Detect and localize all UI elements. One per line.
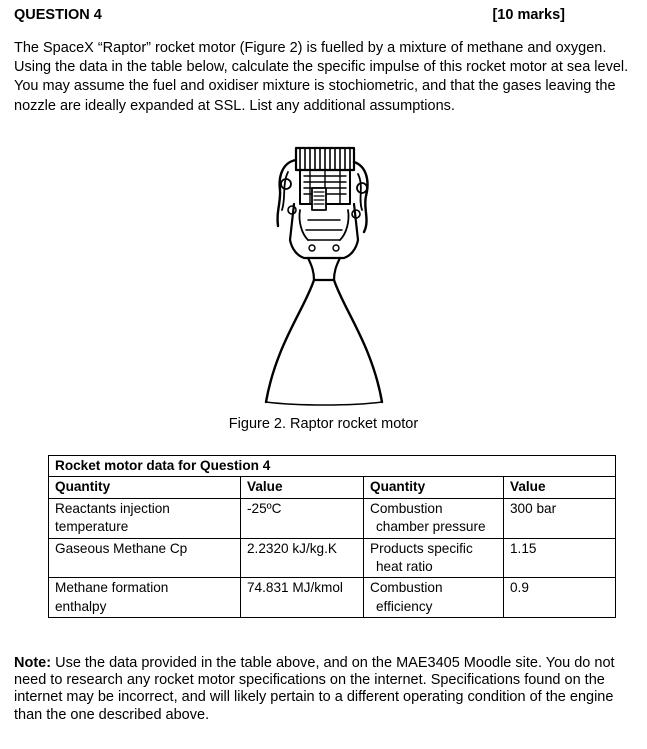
rocket-data-table	[48, 455, 616, 618]
table-row	[49, 498, 616, 538]
cell-line: temperature	[55, 519, 129, 535]
note-text: Use the data provided in the table above, and on the MAE3405 Moodle site. You do not need to research any rocket motor specifications on the internet. Specifications found on the internet may be incorrect, and will likely pertain to a different operating condition of the engine than the one described above.	[14, 655, 615, 723]
column-header: Quantity	[49, 477, 241, 498]
column-header: Value	[504, 477, 616, 498]
table-cell	[364, 578, 504, 618]
table-title: Rocket motor data for Question 4	[49, 456, 616, 477]
cell-line: Combustion	[370, 580, 443, 596]
table-row	[49, 538, 616, 578]
cell-line: Products specific	[370, 540, 473, 556]
cell-line: chamber pressure	[376, 519, 486, 535]
cell-line: efficiency	[376, 598, 433, 614]
table-cell: 1.15	[504, 538, 616, 578]
question-text: The SpaceX “Raptor” rocket motor (Figure 2) is fuelled by a mixture of methane and oxygen. Using the data in the table below, calculate the specific impulse of this rocket motor at sea level. You may assume the fuel and oxidiser mixture is stochiometric, and that the gases leaving the nozzle are ideally expanded at SSL. List any additional assumptions.	[14, 40, 629, 114]
table-row	[49, 578, 616, 618]
table-cell: 300 bar	[504, 498, 616, 538]
table-cell	[364, 538, 504, 578]
cell-line: enthalpy	[55, 598, 107, 614]
table-cell	[49, 578, 241, 618]
cell-line: Combustion	[370, 500, 443, 516]
table-cell	[49, 498, 241, 538]
table-cell: -25ºC	[241, 498, 364, 538]
column-header: Value	[241, 477, 364, 498]
column-header: Quantity	[364, 477, 504, 498]
table-cell: 74.831 MJ/kmol	[241, 578, 364, 618]
table-cell: Gaseous Methane Cp	[49, 538, 241, 578]
cell-line: Methane formation	[55, 580, 169, 596]
table-title-row	[49, 456, 616, 477]
table-header-row	[49, 477, 616, 498]
cell-line: Reactants injection	[55, 500, 170, 516]
question-heading: QUESTION 4	[14, 7, 102, 23]
note-label: Note:	[14, 655, 52, 671]
marks-label: [10 marks]	[492, 7, 565, 23]
table-cell: 2.2320 kJ/kg.K	[241, 538, 364, 578]
rocket-engine-illustration	[248, 140, 398, 410]
figure-caption: Figure 2. Raptor rocket motor	[228, 416, 419, 432]
note-paragraph	[14, 655, 619, 724]
table-cell: 0.9	[504, 578, 616, 618]
cell-line: heat ratio	[376, 559, 433, 575]
table-cell	[364, 498, 504, 538]
